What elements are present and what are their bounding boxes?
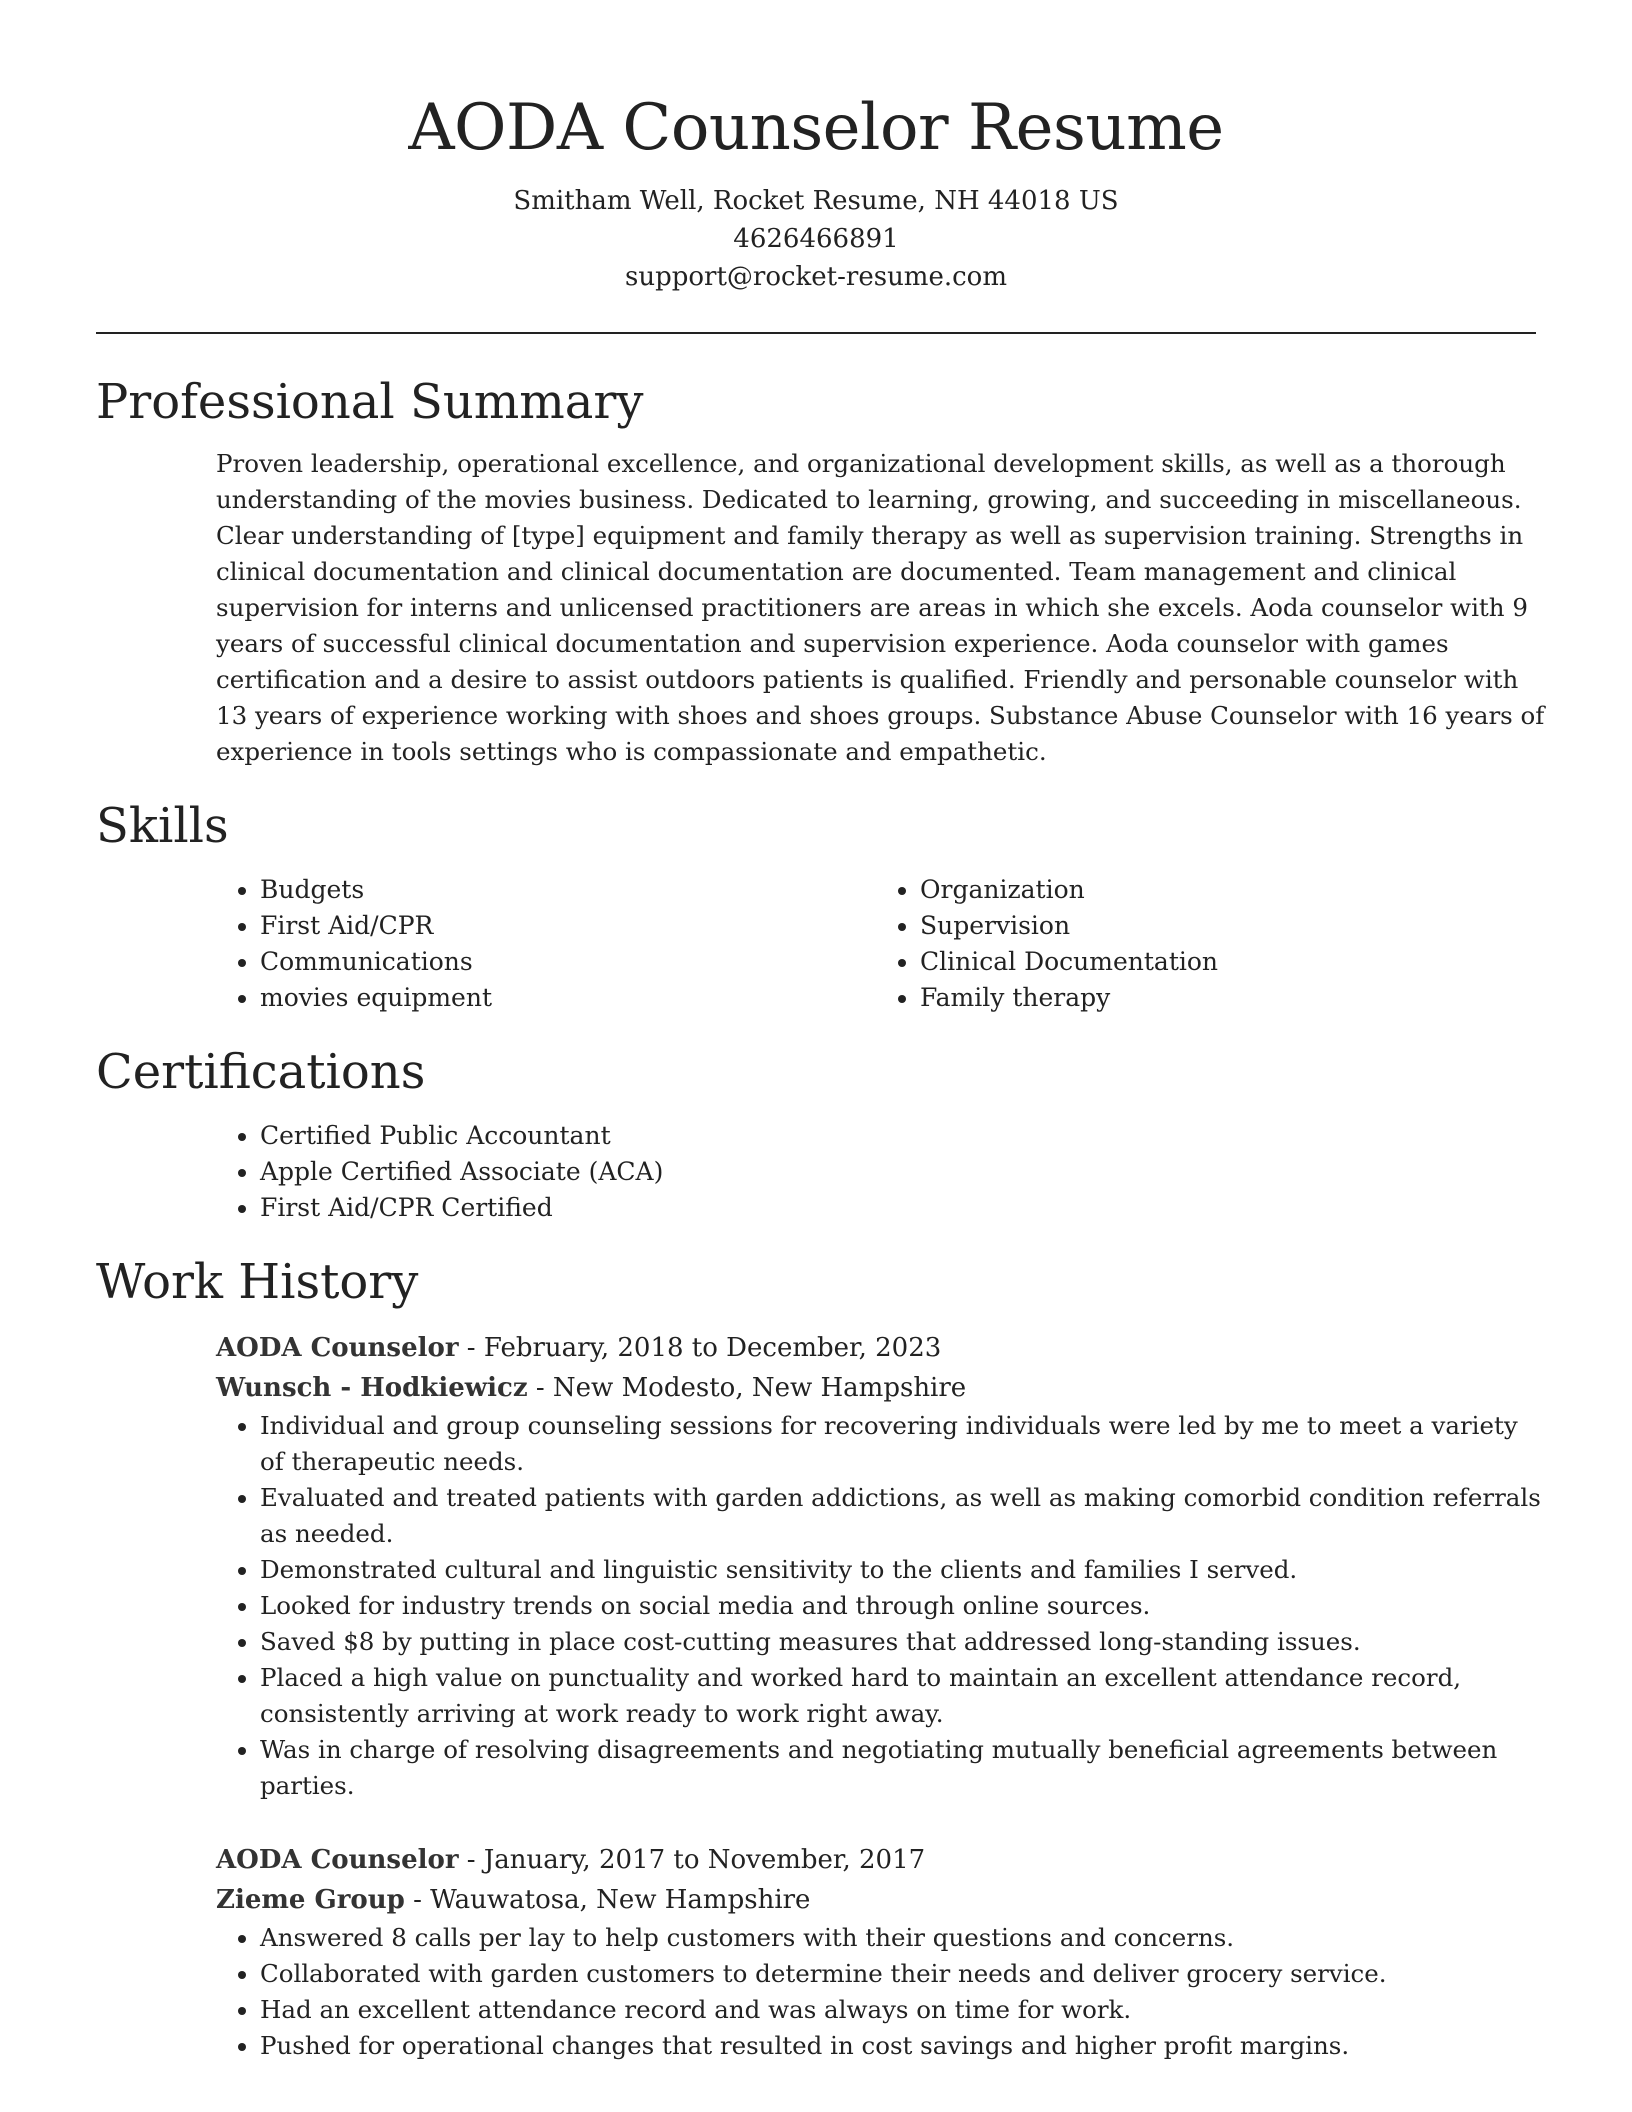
job-title-line bbox=[216, 1840, 1546, 1880]
job-bullet: • Saved $8 by putting in place cost-cutting measures that addressed long-standing issues. bbox=[260, 1624, 1546, 1660]
job-bullet: • Pushed for operational changes that resulted in cost savings and higher profit margins. bbox=[260, 2028, 1546, 2064]
skill-item: • Clinical Documentation bbox=[920, 944, 1536, 980]
job-company-line bbox=[216, 1880, 1546, 1920]
job-company: Zieme Group bbox=[216, 1885, 405, 1915]
job-title: AODA Counselor bbox=[216, 1333, 459, 1363]
skill-item: • First Aid/CPR bbox=[260, 908, 876, 944]
job-bullet: • Placed a high value on punctuality and worked hard to maintain an excellent attendance record, consistently arriving at work ready to work right away. bbox=[260, 1660, 1546, 1732]
skills-heading: Skills bbox=[96, 798, 229, 854]
job-company: Wunsch - Hodkiewicz bbox=[216, 1373, 528, 1403]
resume-page bbox=[96, 0, 1545, 2064]
skill-item: • Communications bbox=[260, 944, 876, 980]
contact-phone: 4626466891 bbox=[733, 224, 899, 254]
job-bullet: • Looked for industry trends on social media and through online sources. bbox=[260, 1588, 1546, 1624]
certification-item: • Apple Certified Associate (ACA) bbox=[260, 1154, 1536, 1190]
job-title: AODA Counselor bbox=[216, 1845, 459, 1875]
certifications-bullets bbox=[216, 1118, 1536, 1226]
certifications-list bbox=[216, 1118, 1536, 1226]
skills-column-right bbox=[876, 872, 1536, 1016]
job-entry bbox=[216, 1840, 1546, 2064]
summary-heading: Professional Summary bbox=[96, 374, 644, 430]
job-location: - New Modesto, New Hampshire bbox=[527, 1373, 967, 1403]
skills-list bbox=[216, 872, 1536, 1016]
contact-block bbox=[96, 182, 1536, 296]
job-bullet: • Evaluated and treated patients with garden addictions, as well as making comorbid condition referrals as needed. bbox=[260, 1480, 1546, 1552]
work-history-heading: Work History bbox=[96, 1254, 419, 1310]
job-company-line bbox=[216, 1368, 1546, 1408]
skills-column-left bbox=[216, 872, 876, 1016]
job-location: - Wauwatosa, New Hampshire bbox=[404, 1885, 811, 1915]
summary-text: Proven leadership, operational excellence, and organizational development skills, as well as a thorough understanding of the movies business. Dedicated to learning, growing, and succeeding in miscellaneous. Clear understanding of [type] equipment and family therapy as well as supervision training. Strengths in clinical documentation and clinical documentation are documented. Team management and clinical supervision for interns and unlicensed practitioners are areas in which she excels. Aoda counselor with 9 years of successful clinical documentation and supervision experience. Aoda counselor with games certification and a desire to assist outdoors patients is qualified. Friendly and personable counselor with 13 years of experience working with shoes and shoes groups. Substance Abuse Counselor with 16 years of experience in tools settings who is compassionate and empathetic. bbox=[216, 449, 1545, 766]
certification-item: • Certified Public Accountant bbox=[260, 1118, 1536, 1154]
skill-item: • Supervision bbox=[920, 908, 1536, 944]
contact-address: Smitham Well, Rocket Resume, NH 44018 US bbox=[513, 186, 1119, 216]
job-dates: - February, 2018 to December, 2023 bbox=[458, 1333, 942, 1363]
job-dates: - January, 2017 to November, 2017 bbox=[458, 1845, 926, 1875]
contact-email: support@rocket-resume.com bbox=[624, 262, 1007, 292]
job-bullet: • Was in charge of resolving disagreements and negotiating mutually beneficial agreements between parties. bbox=[260, 1732, 1546, 1804]
certification-item: • First Aid/CPR Certified bbox=[260, 1190, 1536, 1226]
job-bullets bbox=[216, 1408, 1546, 1804]
certifications-heading: Certifications bbox=[96, 1044, 426, 1100]
job-bullet: • Individual and group counseling sessions for recovering individuals were led by me to meet a variety of therapeutic needs. bbox=[260, 1408, 1546, 1480]
resume-title: AODA Counselor Resume bbox=[408, 91, 1224, 165]
job-title-line bbox=[216, 1328, 1546, 1368]
job-bullet: • Answered 8 calls per lay to help customers with their questions and concerns. bbox=[260, 1920, 1546, 1956]
skill-item: • Organization bbox=[920, 872, 1536, 908]
header-divider bbox=[96, 332, 1536, 334]
job-bullets bbox=[216, 1920, 1546, 2064]
job-bullet: • Demonstrated cultural and linguistic sensitivity to the clients and families I served. bbox=[260, 1552, 1546, 1588]
job-bullet: • Had an excellent attendance record and was always on time for work. bbox=[260, 1992, 1546, 2028]
skill-item: • movies equipment bbox=[260, 980, 876, 1016]
skill-item: • Family therapy bbox=[920, 980, 1536, 1016]
job-entry bbox=[216, 1328, 1546, 1804]
skill-item: • Budgets bbox=[260, 872, 876, 908]
job-bullet: • Collaborated with garden customers to determine their needs and deliver grocery service. bbox=[260, 1956, 1546, 1992]
